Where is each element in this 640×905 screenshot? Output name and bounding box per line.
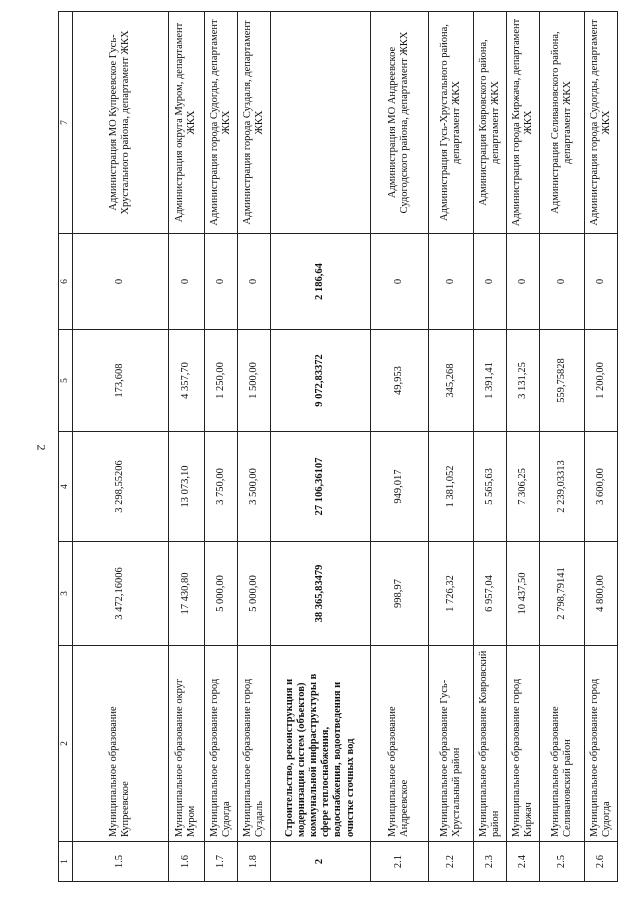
cell-c1: 2.3 <box>473 842 506 882</box>
cell-c6: 0 <box>473 234 506 330</box>
budget-table <box>58 11 618 882</box>
cell-c1: 1.6 <box>168 842 204 882</box>
cell-c7: Администрация города Киржача, департамент ЖКХ <box>506 12 539 234</box>
rotated-table-container <box>58 12 612 882</box>
cell-c3: 5 000,00 <box>204 542 237 646</box>
cell-c3: 3 472,16006 <box>72 542 168 646</box>
cell-c7 <box>270 12 370 234</box>
cell-c5: 1 500,00 <box>237 330 270 432</box>
cell-c4: 1 381,052 <box>428 432 473 542</box>
cell-c7: Администрация МО Андреевское Судогодского района, департамент ЖКХ <box>370 12 428 234</box>
cell-c1: 2.4 <box>506 842 539 882</box>
cell-c7: Администрация города Судогды, департамент ЖКХ <box>204 12 237 234</box>
cell-c3: 2 798,79141 <box>539 542 584 646</box>
cell-c1: 2.1 <box>370 842 428 882</box>
table-row <box>584 12 617 882</box>
header-row <box>59 12 73 882</box>
cell-c3: 38 365,83479 <box>270 542 370 646</box>
header-cell: 7 <box>59 12 73 234</box>
cell-c5: 3 131,25 <box>506 330 539 432</box>
cell-c3: 10 437,50 <box>506 542 539 646</box>
cell-c2: Муниципальное образование город Суздаль <box>237 646 270 842</box>
cell-c6: 0 <box>370 234 428 330</box>
cell-c1: 1.5 <box>72 842 168 882</box>
cell-c6: 0 <box>539 234 584 330</box>
table-row <box>539 12 584 882</box>
table-row <box>237 12 270 882</box>
cell-c3: 998,97 <box>370 542 428 646</box>
cell-c2: Муниципальное образование Ковровский район <box>473 646 506 842</box>
table-row <box>370 12 428 882</box>
cell-c5: 1 391,41 <box>473 330 506 432</box>
table-row <box>270 12 370 882</box>
cell-c4: 3 500,00 <box>237 432 270 542</box>
cell-c7: Администрация города Судогды, департамент ЖКХ <box>584 12 617 234</box>
cell-c5: 1 250,00 <box>204 330 237 432</box>
cell-c2: Муниципальное образование Купреевское <box>72 646 168 842</box>
cell-c6: 0 <box>584 234 617 330</box>
cell-c3: 6 957,04 <box>473 542 506 646</box>
table-row <box>72 12 168 882</box>
cell-c2: Муниципальное образование Андреевское <box>370 646 428 842</box>
cell-c3: 17 430,80 <box>168 542 204 646</box>
table-row <box>506 12 539 882</box>
cell-c3: 5 000,00 <box>237 542 270 646</box>
cell-c7: Администрация Селивановского района, департамент ЖКХ <box>539 12 584 234</box>
cell-c4: 949,017 <box>370 432 428 542</box>
cell-c1: 1.7 <box>204 842 237 882</box>
cell-c7: Администрация Гусь-Хрустального района, департамент ЖКХ <box>428 12 473 234</box>
cell-c6: 0 <box>428 234 473 330</box>
header-cell: 5 <box>59 330 73 432</box>
cell-c6: 0 <box>506 234 539 330</box>
cell-c1: 2.6 <box>584 842 617 882</box>
cell-c2: Муниципальное образование Гусь-Хрустальный район <box>428 646 473 842</box>
cell-c2: Муниципальное образование город Киржач <box>506 646 539 842</box>
cell-c2: Строительство, реконструкция и модернизация систем (объектов) коммунальной инфраструктуры в сфере теплоснабжения, водоснабжения, водоотведения и очистке сточных вод <box>270 646 370 842</box>
cell-c4: 3 750,00 <box>204 432 237 542</box>
cell-c5: 9 072,83372 <box>270 330 370 432</box>
cell-c2: Муниципальное образование округ Муром <box>168 646 204 842</box>
header-cell: 6 <box>59 234 73 330</box>
page-number: 2 <box>34 444 49 451</box>
cell-c7: Администрация Ковровского района, департамент ЖКХ <box>473 12 506 234</box>
cell-c3: 4 800,00 <box>584 542 617 646</box>
cell-c7: Администрация города Суздаля, департамент ЖКХ <box>237 12 270 234</box>
cell-c4: 13 073,10 <box>168 432 204 542</box>
table-row <box>428 12 473 882</box>
cell-c1: 2.2 <box>428 842 473 882</box>
cell-c7: Администрация округа Муром, департамент ЖКХ <box>168 12 204 234</box>
header-cell: 4 <box>59 432 73 542</box>
cell-c5: 173,608 <box>72 330 168 432</box>
cell-c6: 0 <box>204 234 237 330</box>
cell-c4: 7 306,25 <box>506 432 539 542</box>
cell-c5: 1 200,00 <box>584 330 617 432</box>
cell-c5: 4 357,70 <box>168 330 204 432</box>
cell-c4: 2 239,03313 <box>539 432 584 542</box>
cell-c2: Муниципальное образование город Судогда <box>584 646 617 842</box>
cell-c7: Администрация МО Купреевское Гусь-Хрустального района, департамент ЖКХ <box>72 12 168 234</box>
cell-c6: 0 <box>237 234 270 330</box>
cell-c3: 1 726,32 <box>428 542 473 646</box>
header-cell: 1 <box>59 842 73 882</box>
header-cell: 3 <box>59 542 73 646</box>
cell-c4: 5 565,63 <box>473 432 506 542</box>
table-row <box>204 12 237 882</box>
cell-c5: 559,75828 <box>539 330 584 432</box>
cell-c6: 2 186,64 <box>270 234 370 330</box>
cell-c2: Муниципальное образование Селивановский район <box>539 646 584 842</box>
cell-c1: 2 <box>270 842 370 882</box>
cell-c2: Муниципальное образование город Судогда <box>204 646 237 842</box>
table-row <box>473 12 506 882</box>
cell-c5: 345,268 <box>428 330 473 432</box>
cell-c4: 3 298,55206 <box>72 432 168 542</box>
cell-c1: 2.5 <box>539 842 584 882</box>
cell-c6: 0 <box>168 234 204 330</box>
cell-c1: 1.8 <box>237 842 270 882</box>
header-cell: 2 <box>59 646 73 842</box>
cell-c5: 49,953 <box>370 330 428 432</box>
cell-c6: 0 <box>72 234 168 330</box>
cell-c4: 3 600,00 <box>584 432 617 542</box>
table-row <box>168 12 204 882</box>
cell-c4: 27 106,36107 <box>270 432 370 542</box>
